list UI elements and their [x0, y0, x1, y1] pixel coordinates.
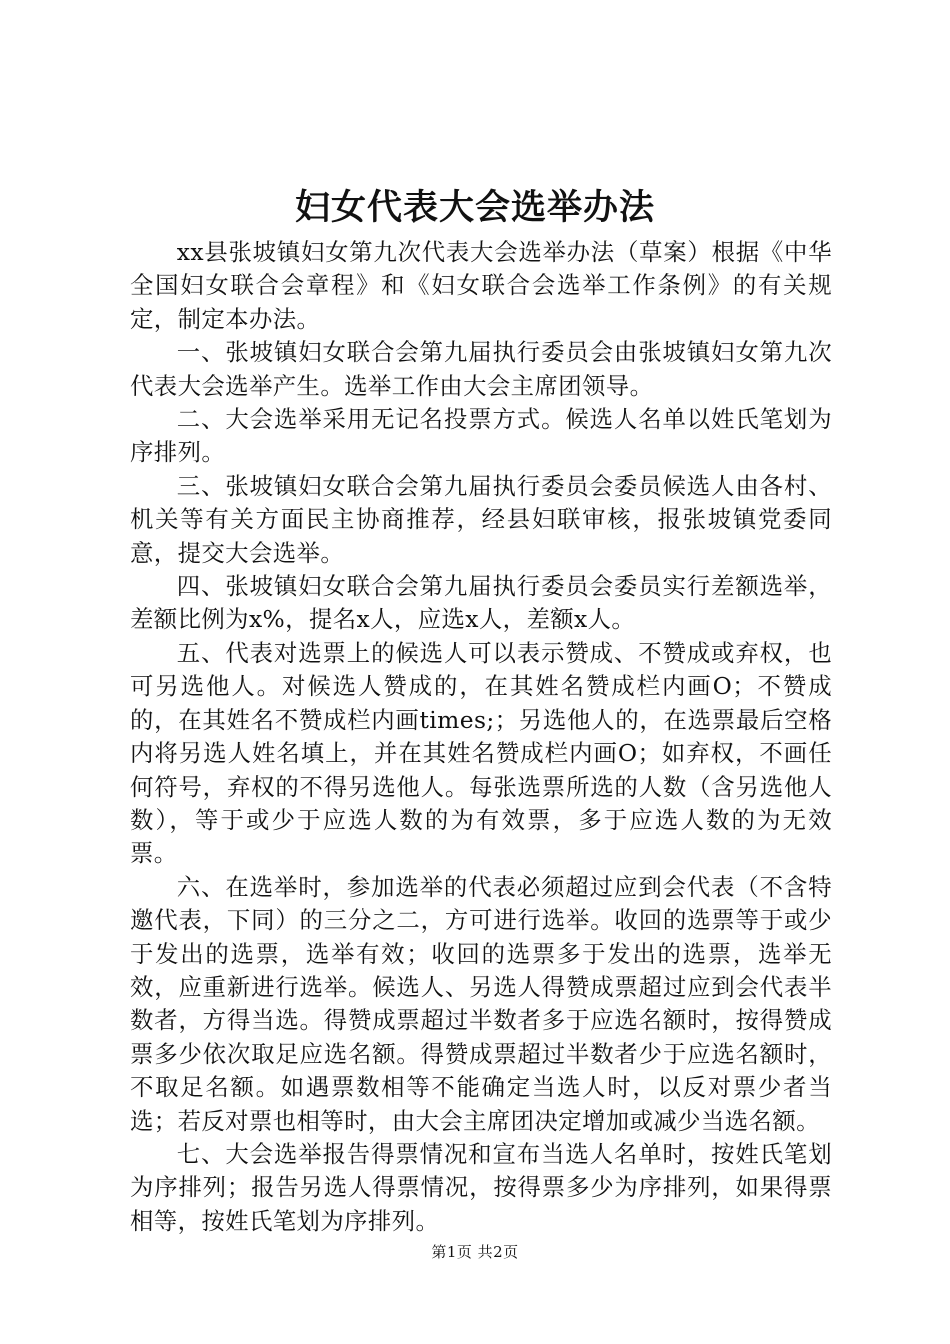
paragraph-article-2: 二、大会选举采用无记名投票方式。候选人名单以姓氏笔划为序排列。	[130, 405, 832, 467]
paragraph-intro: xx县张坡镇妇女第九次代表大会选举办法（草案）根据《中华全国妇女联合会章程》和《妇女联合会选举工作条例》的有关规定，制定本办法。	[130, 238, 832, 333]
page-number-footer: 第1页 共2页	[431, 1243, 519, 1261]
paragraph-article-3: 三、张坡镇妇女联合会第九届执行委员会委员候选人由各村、机关等有关方面民主协商推荐，经县妇联审核，报张坡镇党委同意，提交大会选举。	[130, 471, 832, 567]
paragraph-article-5: 五、代表对选票上的候选人可以表示赞成、不赞成或弃权，也可另选他人。对候选人赞成的，在其姓名赞成栏内画O；不赞成的，在其姓名不赞成栏内画times;；另选他人的，在选票最后空格内将另选人姓名填上，并在其姓名赞成栏内画O；如弃权，不画任何符号，弃权的不得另选他人。每张选票所选的人数（含另选他人数），等于或少于应选人数的为有效票，多于应选人数的为无效票。	[130, 638, 832, 868]
paragraph-article-1: 一、张坡镇妇女联合会第九届执行委员会由张坡镇妇女第九次代表大会选举产生。选举工作由大会主席团领导。	[130, 338, 832, 400]
document-body	[130, 236, 832, 1238]
paragraph-article-7: 七、大会选举报告得票情况和宣布当选人名单时，按姓氏笔划为序排列；报告另选人得票情况，按得票多少为序排列，如果得票相等，按姓氏笔划为序排列。	[130, 1139, 832, 1235]
document-title: 妇女代表大会选举办法	[294, 187, 655, 228]
paragraph-article-4: 四、张坡镇妇女联合会第九届执行委员会委员实行差额选举，差额比例为x%，提名x人，应选x人，差额x人。	[130, 572, 832, 634]
paragraph-article-6: 六、在选举时，参加选举的代表必须超过应到会代表（不含特邀代表，下同）的三分之二，方可进行选举。收回的选票等于或少于发出的选票，选举有效；收回的选票多于发出的选票，选举无效，应重新进行选举。候选人、另选人得赞成票超过应到会代表半数者，方得当选。得赞成票超过半数者多于应选名额时，按得赞成票多少依次取足应选名额。得赞成票超过半数者少于应选名额时，不取足名额。如遇票数相等不能确定当选人时，以反对票少者当选；若反对票也相等时，由大会主席团决定增加或减少当选名额。	[130, 872, 832, 1135]
